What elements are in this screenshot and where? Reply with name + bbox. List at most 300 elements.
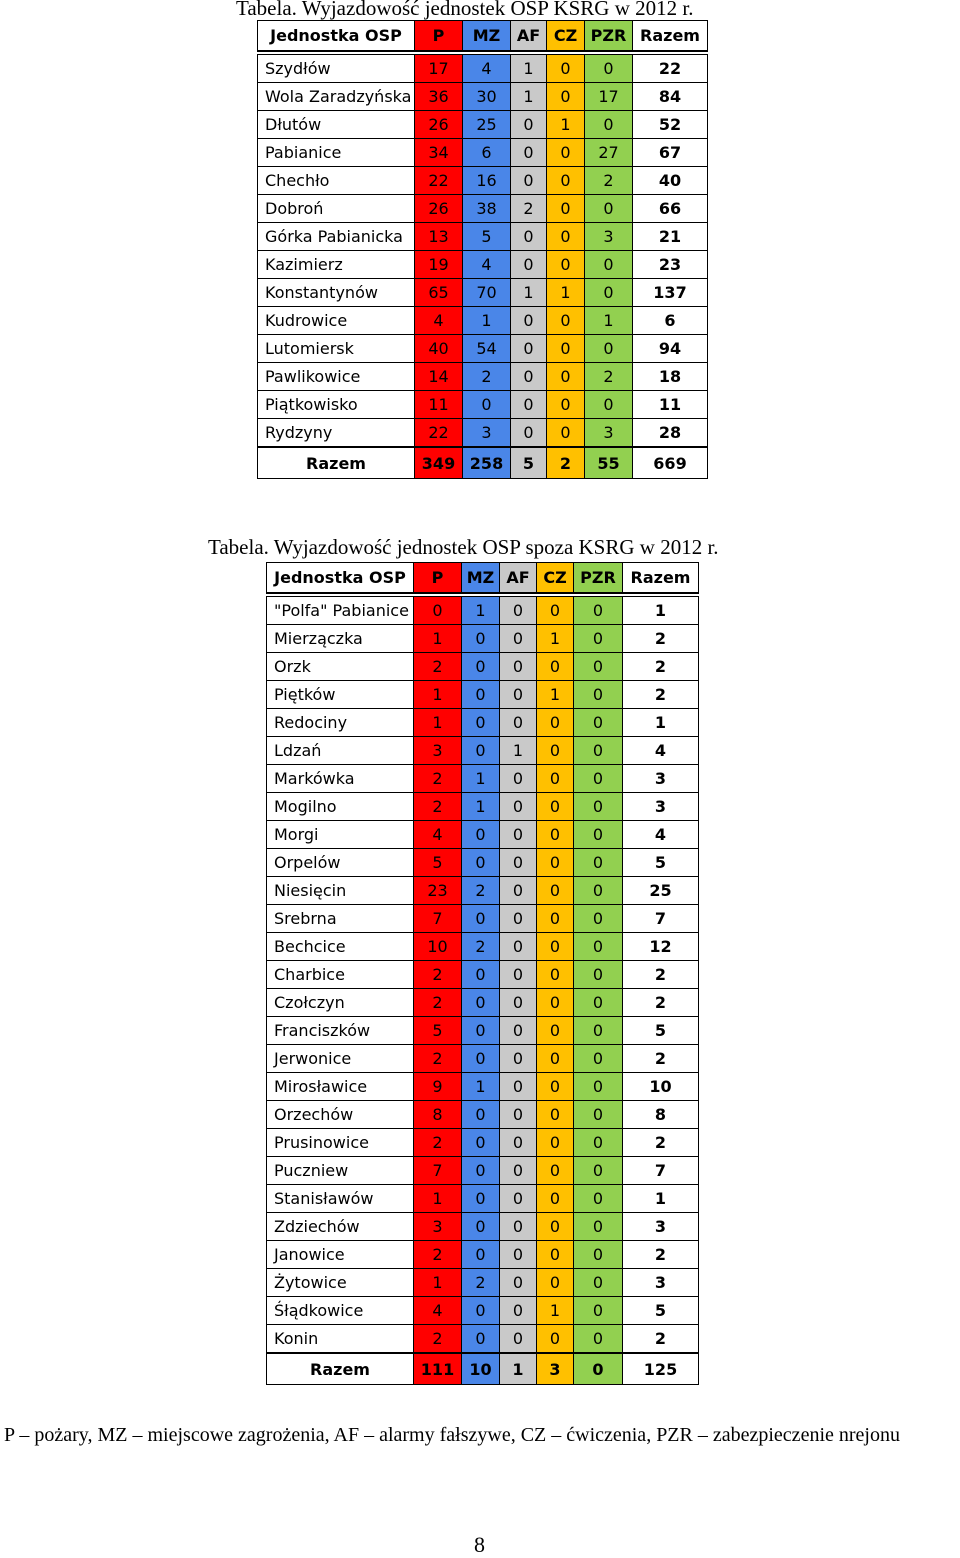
cell-osp-unit: Srebrna [267, 905, 414, 933]
cell-p: 26 [415, 111, 463, 139]
cell-p: 3 [414, 1213, 462, 1241]
cell-p: 2 [414, 1241, 462, 1269]
table-header-row [267, 563, 699, 594]
cell-pzr: 0 [574, 1185, 623, 1213]
cell-total: 3 [623, 1269, 699, 1297]
cell-p: 1 [414, 1185, 462, 1213]
cell-p: 22 [415, 419, 463, 448]
cell-p: 17 [415, 55, 463, 83]
cell-p: 5 [414, 1017, 462, 1045]
cell-total: 40 [633, 167, 708, 195]
cell-mz: 0 [462, 709, 500, 737]
cell-af: 0 [500, 821, 537, 849]
cell-osp-unit: Redociny [267, 709, 414, 737]
cell-pzr: 0 [585, 279, 633, 307]
table-row [267, 765, 699, 793]
cell-total: 1 [623, 709, 699, 737]
cell-total: 5 [623, 1297, 699, 1325]
cell-pzr: 0 [574, 905, 623, 933]
cell-total: 12 [623, 933, 699, 961]
cell-p: 2 [414, 653, 462, 681]
cell-cz: 0 [547, 139, 585, 167]
cell-af: 0 [500, 653, 537, 681]
table-row [267, 709, 699, 737]
table-row [267, 737, 699, 765]
cell-pzr: 0 [574, 989, 623, 1017]
cell-mz: 30 [463, 83, 511, 111]
cell-pzr: 0 [574, 709, 623, 737]
cell-cz: 0 [537, 989, 574, 1017]
cell-pzr: 0 [574, 653, 623, 681]
cell-total: 7 [623, 1157, 699, 1185]
header-af: AF [511, 21, 547, 52]
cell-osp-unit: Ldzań [267, 737, 414, 765]
table-row [267, 1157, 699, 1185]
cell-p: 26 [415, 195, 463, 223]
cell-af: 0 [500, 1325, 537, 1354]
cell-cz: 0 [537, 877, 574, 905]
cell-mz: 0 [462, 1157, 500, 1185]
table-row [258, 363, 708, 391]
cell-osp-unit: Żytowice [267, 1269, 414, 1297]
cell-af: 0 [500, 793, 537, 821]
cell-af: 0 [500, 1073, 537, 1101]
cell-p: 34 [415, 139, 463, 167]
cell-p: 19 [415, 251, 463, 279]
table-row [258, 251, 708, 279]
cell-pzr: 0 [574, 877, 623, 905]
cell-p: 1 [414, 709, 462, 737]
table-row [267, 1213, 699, 1241]
cell-mz: 5 [463, 223, 511, 251]
cell-mz: 16 [463, 167, 511, 195]
header-mz: MZ [463, 21, 511, 52]
cell-osp-unit: Stanisławów [267, 1185, 414, 1213]
cell-pzr: 1 [585, 307, 633, 335]
cell-total: 3 [623, 765, 699, 793]
page-number: 8 [474, 1532, 485, 1557]
cell-total: 3 [623, 1213, 699, 1241]
cell-mz: 4 [463, 251, 511, 279]
table-row [267, 793, 699, 821]
cell-osp-unit: Dłutów [258, 111, 415, 139]
cell-mz: 0 [462, 1101, 500, 1129]
cell-pzr: 0 [574, 625, 623, 653]
cell-af: 0 [511, 335, 547, 363]
cell-mz: 3 [463, 419, 511, 448]
header-af: AF [500, 563, 537, 594]
cell-osp-unit: Szydłów [258, 55, 415, 83]
table-row [267, 1269, 699, 1297]
cell-af: 0 [500, 709, 537, 737]
cell-mz: 0 [462, 905, 500, 933]
cell-mz: 0 [462, 1045, 500, 1073]
cell-p: 9 [414, 1073, 462, 1101]
table-caption-non-ksrg: Tabela. Wyjazdowość jednostek OSP spoza KSRG w 2012 r. [208, 535, 719, 559]
cell-cz: 0 [537, 1045, 574, 1073]
cell-total: 2 [623, 1045, 699, 1073]
cell-cz: 0 [537, 821, 574, 849]
cell-mz: 0 [462, 1017, 500, 1045]
cell-pzr: 0 [585, 251, 633, 279]
cell-cz: 0 [547, 83, 585, 111]
cell-total: 2 [623, 961, 699, 989]
cell-mz: 0 [463, 391, 511, 419]
header-pzr: PZR [574, 563, 623, 594]
header-osp-unit: Jednostka OSP [258, 21, 415, 52]
cell-pzr: 0 [585, 391, 633, 419]
table-row [267, 1129, 699, 1157]
cell-cz: 0 [537, 1017, 574, 1045]
cell-pzr: 0 [574, 1073, 623, 1101]
cell-osp-unit: Puczniew [267, 1157, 414, 1185]
cell-mz: 2 [462, 877, 500, 905]
cell-p: 2 [414, 1325, 462, 1354]
total-row [267, 1353, 699, 1385]
cell-total: 22 [633, 55, 708, 83]
cell-cz: 0 [547, 419, 585, 448]
cell-cz: 0 [537, 1129, 574, 1157]
cell-mz: 25 [463, 111, 511, 139]
table-row [267, 1241, 699, 1269]
cell-osp-unit: Śłądkowice [267, 1297, 414, 1325]
cell-pzr: 0 [574, 1241, 623, 1269]
header-total: Razem [633, 21, 708, 52]
cell-p: 10 [414, 933, 462, 961]
cell-p: 2 [414, 961, 462, 989]
cell-af: 0 [500, 989, 537, 1017]
cell-osp-unit: Mirosławice [267, 1073, 414, 1101]
header-cz: CZ [537, 563, 574, 594]
total-mz: 258 [463, 447, 511, 479]
cell-total: 28 [633, 419, 708, 448]
table-row [258, 55, 708, 83]
cell-mz: 1 [462, 793, 500, 821]
cell-cz: 0 [537, 793, 574, 821]
cell-osp-unit: Piątkowisko [258, 391, 415, 419]
cell-pzr: 0 [574, 1157, 623, 1185]
cell-p: 40 [415, 335, 463, 363]
table-row [267, 1045, 699, 1073]
header-p: P [415, 21, 463, 52]
cell-cz: 0 [537, 1269, 574, 1297]
cell-p: 22 [415, 167, 463, 195]
cell-p: 4 [414, 1297, 462, 1325]
cell-p: 2 [414, 1129, 462, 1157]
cell-cz: 0 [537, 765, 574, 793]
cell-pzr: 0 [574, 737, 623, 765]
cell-osp-unit: Charbice [267, 961, 414, 989]
cell-af: 0 [500, 597, 537, 625]
cell-pzr: 0 [574, 1101, 623, 1129]
table-row [258, 307, 708, 335]
cell-af: 0 [500, 1297, 537, 1325]
cell-af: 0 [500, 1017, 537, 1045]
cell-mz: 1 [462, 1073, 500, 1101]
table-row [267, 681, 699, 709]
cell-pzr: 3 [585, 419, 633, 448]
cell-total: 2 [623, 653, 699, 681]
cell-mz: 70 [463, 279, 511, 307]
cell-osp-unit: Orzechów [267, 1101, 414, 1129]
cell-p: 3 [414, 737, 462, 765]
cell-cz: 1 [537, 625, 574, 653]
cell-osp-unit: Morgi [267, 821, 414, 849]
total-p: 349 [415, 447, 463, 479]
cell-cz: 0 [547, 251, 585, 279]
table-row [267, 849, 699, 877]
cell-mz: 0 [462, 1185, 500, 1213]
cell-mz: 0 [462, 1129, 500, 1157]
cell-af: 2 [511, 195, 547, 223]
cell-af: 0 [500, 1185, 537, 1213]
cell-osp-unit: Lutomiersk [258, 335, 415, 363]
total-p: 111 [414, 1353, 462, 1385]
cell-af: 0 [500, 1241, 537, 1269]
cell-af: 0 [500, 877, 537, 905]
cell-osp-unit: Rydzyny [258, 419, 415, 448]
cell-pzr: 0 [574, 1045, 623, 1073]
cell-total: 2 [623, 989, 699, 1017]
cell-osp-unit: Orpelów [267, 849, 414, 877]
cell-pzr: 0 [574, 849, 623, 877]
table-header-row [258, 21, 708, 52]
cell-af: 1 [511, 83, 547, 111]
cell-cz: 0 [537, 933, 574, 961]
cell-pzr: 0 [574, 1297, 623, 1325]
total-total: 125 [623, 1353, 699, 1385]
cell-p: 1 [414, 1269, 462, 1297]
cell-af: 0 [500, 849, 537, 877]
table-row [258, 83, 708, 111]
cell-pzr: 0 [574, 765, 623, 793]
cell-af: 0 [500, 933, 537, 961]
cell-cz: 0 [537, 1185, 574, 1213]
cell-cz: 0 [537, 849, 574, 877]
table-row [258, 391, 708, 419]
cell-p: 13 [415, 223, 463, 251]
cell-mz: 0 [462, 681, 500, 709]
cell-pzr: 17 [585, 83, 633, 111]
cell-pzr: 2 [585, 363, 633, 391]
cell-mz: 2 [462, 933, 500, 961]
cell-cz: 0 [537, 1101, 574, 1129]
cell-total: 94 [633, 335, 708, 363]
cell-mz: 0 [462, 1297, 500, 1325]
cell-pzr: 0 [574, 793, 623, 821]
cell-osp-unit: Konstantynów [258, 279, 415, 307]
table-row [258, 419, 708, 448]
header-cz: CZ [547, 21, 585, 52]
cell-p: 2 [414, 765, 462, 793]
table-row [258, 111, 708, 139]
cell-total: 11 [633, 391, 708, 419]
cell-p: 1 [414, 625, 462, 653]
table-row [267, 989, 699, 1017]
cell-pzr: 0 [574, 961, 623, 989]
cell-pzr: 0 [585, 111, 633, 139]
cell-total: 84 [633, 83, 708, 111]
cell-p: 8 [414, 1101, 462, 1129]
table-row [258, 335, 708, 363]
cell-pzr: 0 [574, 1017, 623, 1045]
cell-total: 25 [623, 877, 699, 905]
cell-cz: 0 [547, 195, 585, 223]
cell-af: 0 [500, 1213, 537, 1241]
cell-af: 0 [500, 625, 537, 653]
header-mz: MZ [462, 563, 500, 594]
cell-pzr: 0 [585, 195, 633, 223]
total-cz: 3 [537, 1353, 574, 1385]
cell-total: 66 [633, 195, 708, 223]
cell-pzr: 0 [574, 821, 623, 849]
cell-mz: 0 [462, 1213, 500, 1241]
table-row [267, 597, 699, 625]
cell-cz: 0 [547, 363, 585, 391]
cell-pzr: 3 [585, 223, 633, 251]
cell-pzr: 0 [585, 55, 633, 83]
table-row [267, 1297, 699, 1325]
cell-af: 1 [511, 55, 547, 83]
cell-mz: 38 [463, 195, 511, 223]
cell-p: 4 [415, 307, 463, 335]
cell-af: 0 [511, 139, 547, 167]
cell-osp-unit: Janowice [267, 1241, 414, 1269]
cell-af: 0 [500, 905, 537, 933]
cell-p: 2 [414, 989, 462, 1017]
cell-af: 0 [500, 1045, 537, 1073]
cell-cz: 0 [537, 709, 574, 737]
cell-total: 8 [623, 1101, 699, 1129]
table-non-ksrg [266, 562, 699, 1385]
cell-osp-unit: Wola Zaradzyńska [258, 83, 415, 111]
cell-af: 0 [511, 391, 547, 419]
cell-mz: 4 [463, 55, 511, 83]
cell-mz: 0 [462, 737, 500, 765]
cell-osp-unit: Mogilno [267, 793, 414, 821]
cell-mz: 1 [463, 307, 511, 335]
cell-total: 7 [623, 905, 699, 933]
cell-total: 23 [633, 251, 708, 279]
cell-total: 5 [623, 849, 699, 877]
header-total: Razem [623, 563, 699, 594]
cell-mz: 1 [462, 597, 500, 625]
table-row [258, 223, 708, 251]
cell-mz: 0 [462, 989, 500, 1017]
cell-cz: 0 [537, 737, 574, 765]
cell-osp-unit: Prusinowice [267, 1129, 414, 1157]
cell-cz: 1 [537, 1297, 574, 1325]
cell-mz: 0 [462, 625, 500, 653]
cell-p: 7 [414, 905, 462, 933]
cell-total: 2 [623, 1129, 699, 1157]
table-row [267, 1325, 699, 1354]
cell-pzr: 0 [574, 1213, 623, 1241]
cell-total: 2 [623, 1241, 699, 1269]
total-pzr: 0 [574, 1353, 623, 1385]
cell-mz: 2 [462, 1269, 500, 1297]
cell-p: 2 [414, 793, 462, 821]
table-row [258, 167, 708, 195]
cell-pzr: 0 [574, 681, 623, 709]
cell-total: 52 [633, 111, 708, 139]
cell-pzr: 0 [574, 1325, 623, 1354]
cell-total: 4 [623, 821, 699, 849]
table-row [267, 653, 699, 681]
cell-p: 5 [414, 849, 462, 877]
cell-pzr: 0 [574, 933, 623, 961]
cell-p: 1 [414, 681, 462, 709]
cell-mz: 1 [462, 765, 500, 793]
cell-cz: 1 [537, 681, 574, 709]
cell-total: 67 [633, 139, 708, 167]
cell-total: 21 [633, 223, 708, 251]
cell-mz: 0 [462, 849, 500, 877]
table-row [258, 195, 708, 223]
cell-cz: 0 [537, 597, 574, 625]
cell-p: 4 [414, 821, 462, 849]
total-af: 5 [511, 447, 547, 479]
cell-mz: 54 [463, 335, 511, 363]
cell-osp-unit: Czołczyn [267, 989, 414, 1017]
cell-cz: 0 [547, 167, 585, 195]
cell-mz: 2 [463, 363, 511, 391]
cell-af: 0 [511, 111, 547, 139]
table-row [267, 961, 699, 989]
total-osp-unit: Razem [267, 1353, 414, 1385]
cell-total: 1 [623, 1185, 699, 1213]
cell-total: 2 [623, 625, 699, 653]
cell-cz: 0 [537, 653, 574, 681]
table-row [267, 1101, 699, 1129]
cell-p: 2 [414, 1045, 462, 1073]
table-row [267, 877, 699, 905]
table-row [267, 1017, 699, 1045]
table-row [267, 625, 699, 653]
cell-osp-unit: Orzk [267, 653, 414, 681]
cell-osp-unit: Konin [267, 1325, 414, 1354]
cell-total: 1 [623, 597, 699, 625]
cell-af: 0 [500, 961, 537, 989]
cell-pzr: 27 [585, 139, 633, 167]
cell-cz: 0 [547, 55, 585, 83]
cell-cz: 1 [547, 111, 585, 139]
cell-total: 18 [633, 363, 708, 391]
total-row [258, 447, 708, 479]
cell-cz: 0 [537, 1241, 574, 1269]
cell-p: 7 [414, 1157, 462, 1185]
total-mz: 10 [462, 1353, 500, 1385]
cell-cz: 0 [547, 391, 585, 419]
cell-pzr: 0 [585, 335, 633, 363]
cell-mz: 0 [462, 821, 500, 849]
cell-af: 0 [500, 1157, 537, 1185]
total-pzr: 55 [585, 447, 633, 479]
cell-cz: 1 [547, 279, 585, 307]
cell-cz: 0 [537, 1073, 574, 1101]
cell-af: 0 [511, 251, 547, 279]
total-cz: 2 [547, 447, 585, 479]
cell-osp-unit: Górka Pabianicka [258, 223, 415, 251]
cell-osp-unit: Markówka [267, 765, 414, 793]
table-row [267, 821, 699, 849]
cell-af: 1 [500, 737, 537, 765]
cell-mz: 0 [462, 1241, 500, 1269]
cell-osp-unit: Mierzączka [267, 625, 414, 653]
cell-osp-unit: Pawlikowice [258, 363, 415, 391]
cell-osp-unit: "Polfa" Pabianice [267, 597, 414, 625]
cell-pzr: 2 [585, 167, 633, 195]
